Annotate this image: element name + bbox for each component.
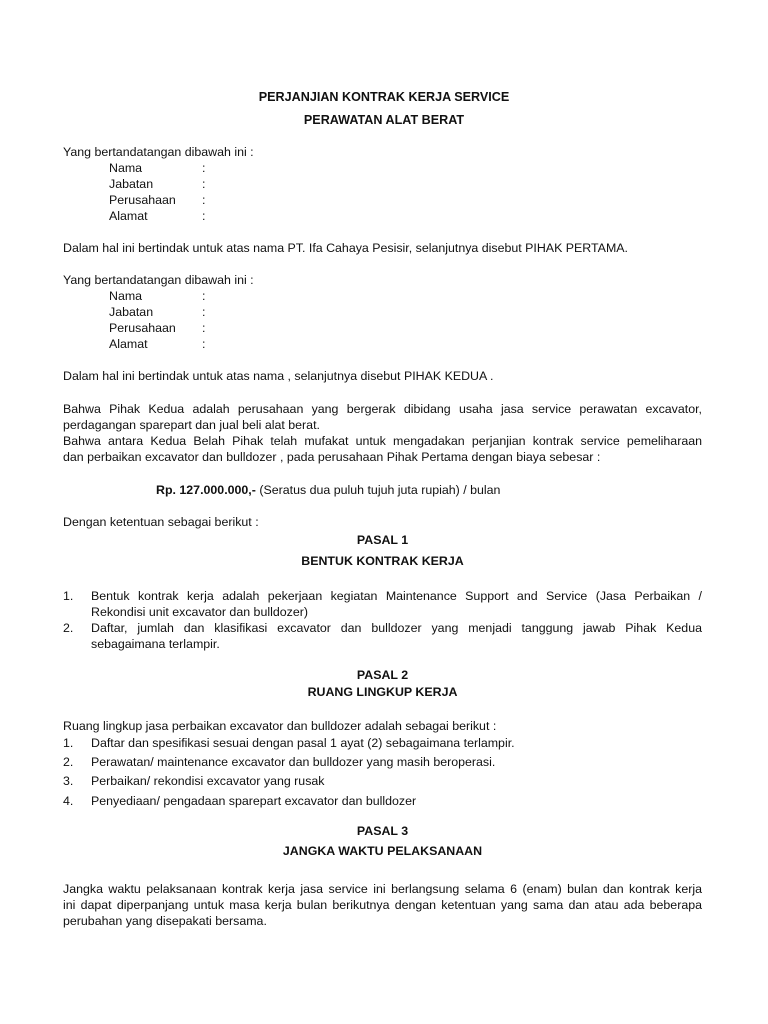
document-subtitle: PERAWATAN ALAT BERAT xyxy=(303,113,465,127)
pasal-2-item-4-text: Penyediaan/ pengadaan sparepart excavator dan bulldozer xyxy=(91,794,417,808)
pasal-3-heading: PASAL 3 xyxy=(356,824,409,838)
price-in-words: (Seratus dua puluh tujuh juta rupiah) / bulan xyxy=(255,483,501,497)
pasal-2-heading: PASAL 2 xyxy=(356,668,409,682)
contract-price xyxy=(156,482,500,498)
pasal-2-subheading: RUANG LINGKUP KERJA xyxy=(307,685,458,699)
party1-jabatan-label: Jabatan xyxy=(109,177,154,191)
pasal-2-item-3-text: Perbaikan/ rekondisi excavator yang rusak xyxy=(91,774,325,788)
recital-2-line-2: dan perbaikan excavator dan bulldozer , pada perusahaan Pihak Pertama dengan biaya sebesar : xyxy=(63,450,601,464)
pasal-1-item-1-number: 1. xyxy=(63,589,74,603)
pasal-2-item-4-number: 4. xyxy=(63,794,74,808)
pasal-1-item-1-line-2: Rekondisi unit excavator dan bulldozer) xyxy=(91,605,308,619)
pasal-1-item-2-line-2: sebagaimana terlampir. xyxy=(91,637,220,651)
pasal-3-line-1: Jangka waktu pelaksanaan kontrak kerja jasa service ini berlangsung selama 6 (enam) bulan dan kontrak kerja xyxy=(63,882,702,896)
pasal-1-subheading: BENTUK KONTRAK KERJA xyxy=(301,554,464,568)
party2-statement: Dalam hal ini bertindak untuk atas nama , selanjutnya disebut PIHAK KEDUA . xyxy=(63,369,494,383)
party1-perusahaan-sep: : xyxy=(202,193,206,207)
party1-nama-sep: : xyxy=(202,161,206,175)
terms-intro: Dengan ketentuan sebagai berikut : xyxy=(63,515,259,529)
pasal-1-item-2-line-1: Daftar, jumlah dan klasifikasi excavator dan bulldozer yang menjadi tanggung jawab Pihak Kedua xyxy=(91,621,702,635)
pasal-2-item-3-number: 3. xyxy=(63,774,74,788)
party2-intro: Yang bertandatangan dibawah ini : xyxy=(63,273,254,287)
party2-perusahaan-label: Perusahaan xyxy=(109,321,176,335)
party1-perusahaan-label: Perusahaan xyxy=(109,193,176,207)
pasal-1-item-2-number: 2. xyxy=(63,621,74,635)
party2-alamat-sep: : xyxy=(202,337,206,351)
pasal-3-line-3: perubahan yang disepakati bersama. xyxy=(63,914,267,928)
document-title: PERJANJIAN KONTRAK KERJA SERVICE xyxy=(258,90,510,104)
recital-2-line-1: Bahwa antara Kedua Belah Pihak telah mufakat untuk mengadakan perjanjian kontrak service pemeliharaan xyxy=(63,434,702,448)
pasal-2-item-1-text: Daftar dan spesifikasi sesuai dengan pasal 1 ayat (2) sebagaimana terlampir. xyxy=(91,736,515,750)
party1-nama-label: Nama xyxy=(109,161,143,175)
recital-1-line-2: perdagangan sparepart dan jual beli alat berat. xyxy=(63,418,320,432)
party1-jabatan-sep: : xyxy=(202,177,206,191)
pasal-2-item-1-number: 1. xyxy=(63,736,74,750)
party1-alamat-sep: : xyxy=(202,209,206,223)
recital-1-line-1: Bahwa Pihak Kedua adalah perusahaan yang bergerak dibidang usaha jasa service perawatan excavator, xyxy=(63,402,702,416)
pasal-2-item-2-text: Perawatan/ maintenance excavator dan bulldozer yang masih beroperasi. xyxy=(91,755,496,769)
party1-statement: Dalam hal ini bertindak untuk atas nama PT. Ifa Cahaya Pesisir, selanjutnya disebut PIHAK PERTAMA. xyxy=(63,241,628,255)
party1-alamat-label: Alamat xyxy=(109,209,148,223)
party1-intro: Yang bertandatangan dibawah ini : xyxy=(63,145,254,159)
pasal-3-subheading: JANGKA WAKTU PELAKSANAAN xyxy=(282,844,483,858)
party2-nama-sep: : xyxy=(202,289,206,303)
price-amount: Rp. 127.000.000,- xyxy=(156,483,256,497)
pasal-3-line-2: ini dapat diperpanjang untuk masa kerja bulan berikutnya dengan ketentuan yang sama dan atau ada beberapa xyxy=(63,898,702,912)
pasal-2-item-2-number: 2. xyxy=(63,755,74,769)
pasal-2-intro: Ruang lingkup jasa perbaikan excavator dan bulldozer adalah sebagai berikut : xyxy=(63,719,497,733)
party2-alamat-label: Alamat xyxy=(109,337,148,351)
pasal-1-heading: PASAL 1 xyxy=(356,533,409,547)
party2-jabatan-label: Jabatan xyxy=(109,305,154,319)
party2-nama-label: Nama xyxy=(109,289,143,303)
party2-jabatan-sep: : xyxy=(202,305,206,319)
party2-perusahaan-sep: : xyxy=(202,321,206,335)
pasal-1-item-1-line-1: Bentuk kontrak kerja adalah pekerjaan kegiatan Maintenance Support and Service (Jasa Perbaikan / xyxy=(91,589,702,603)
